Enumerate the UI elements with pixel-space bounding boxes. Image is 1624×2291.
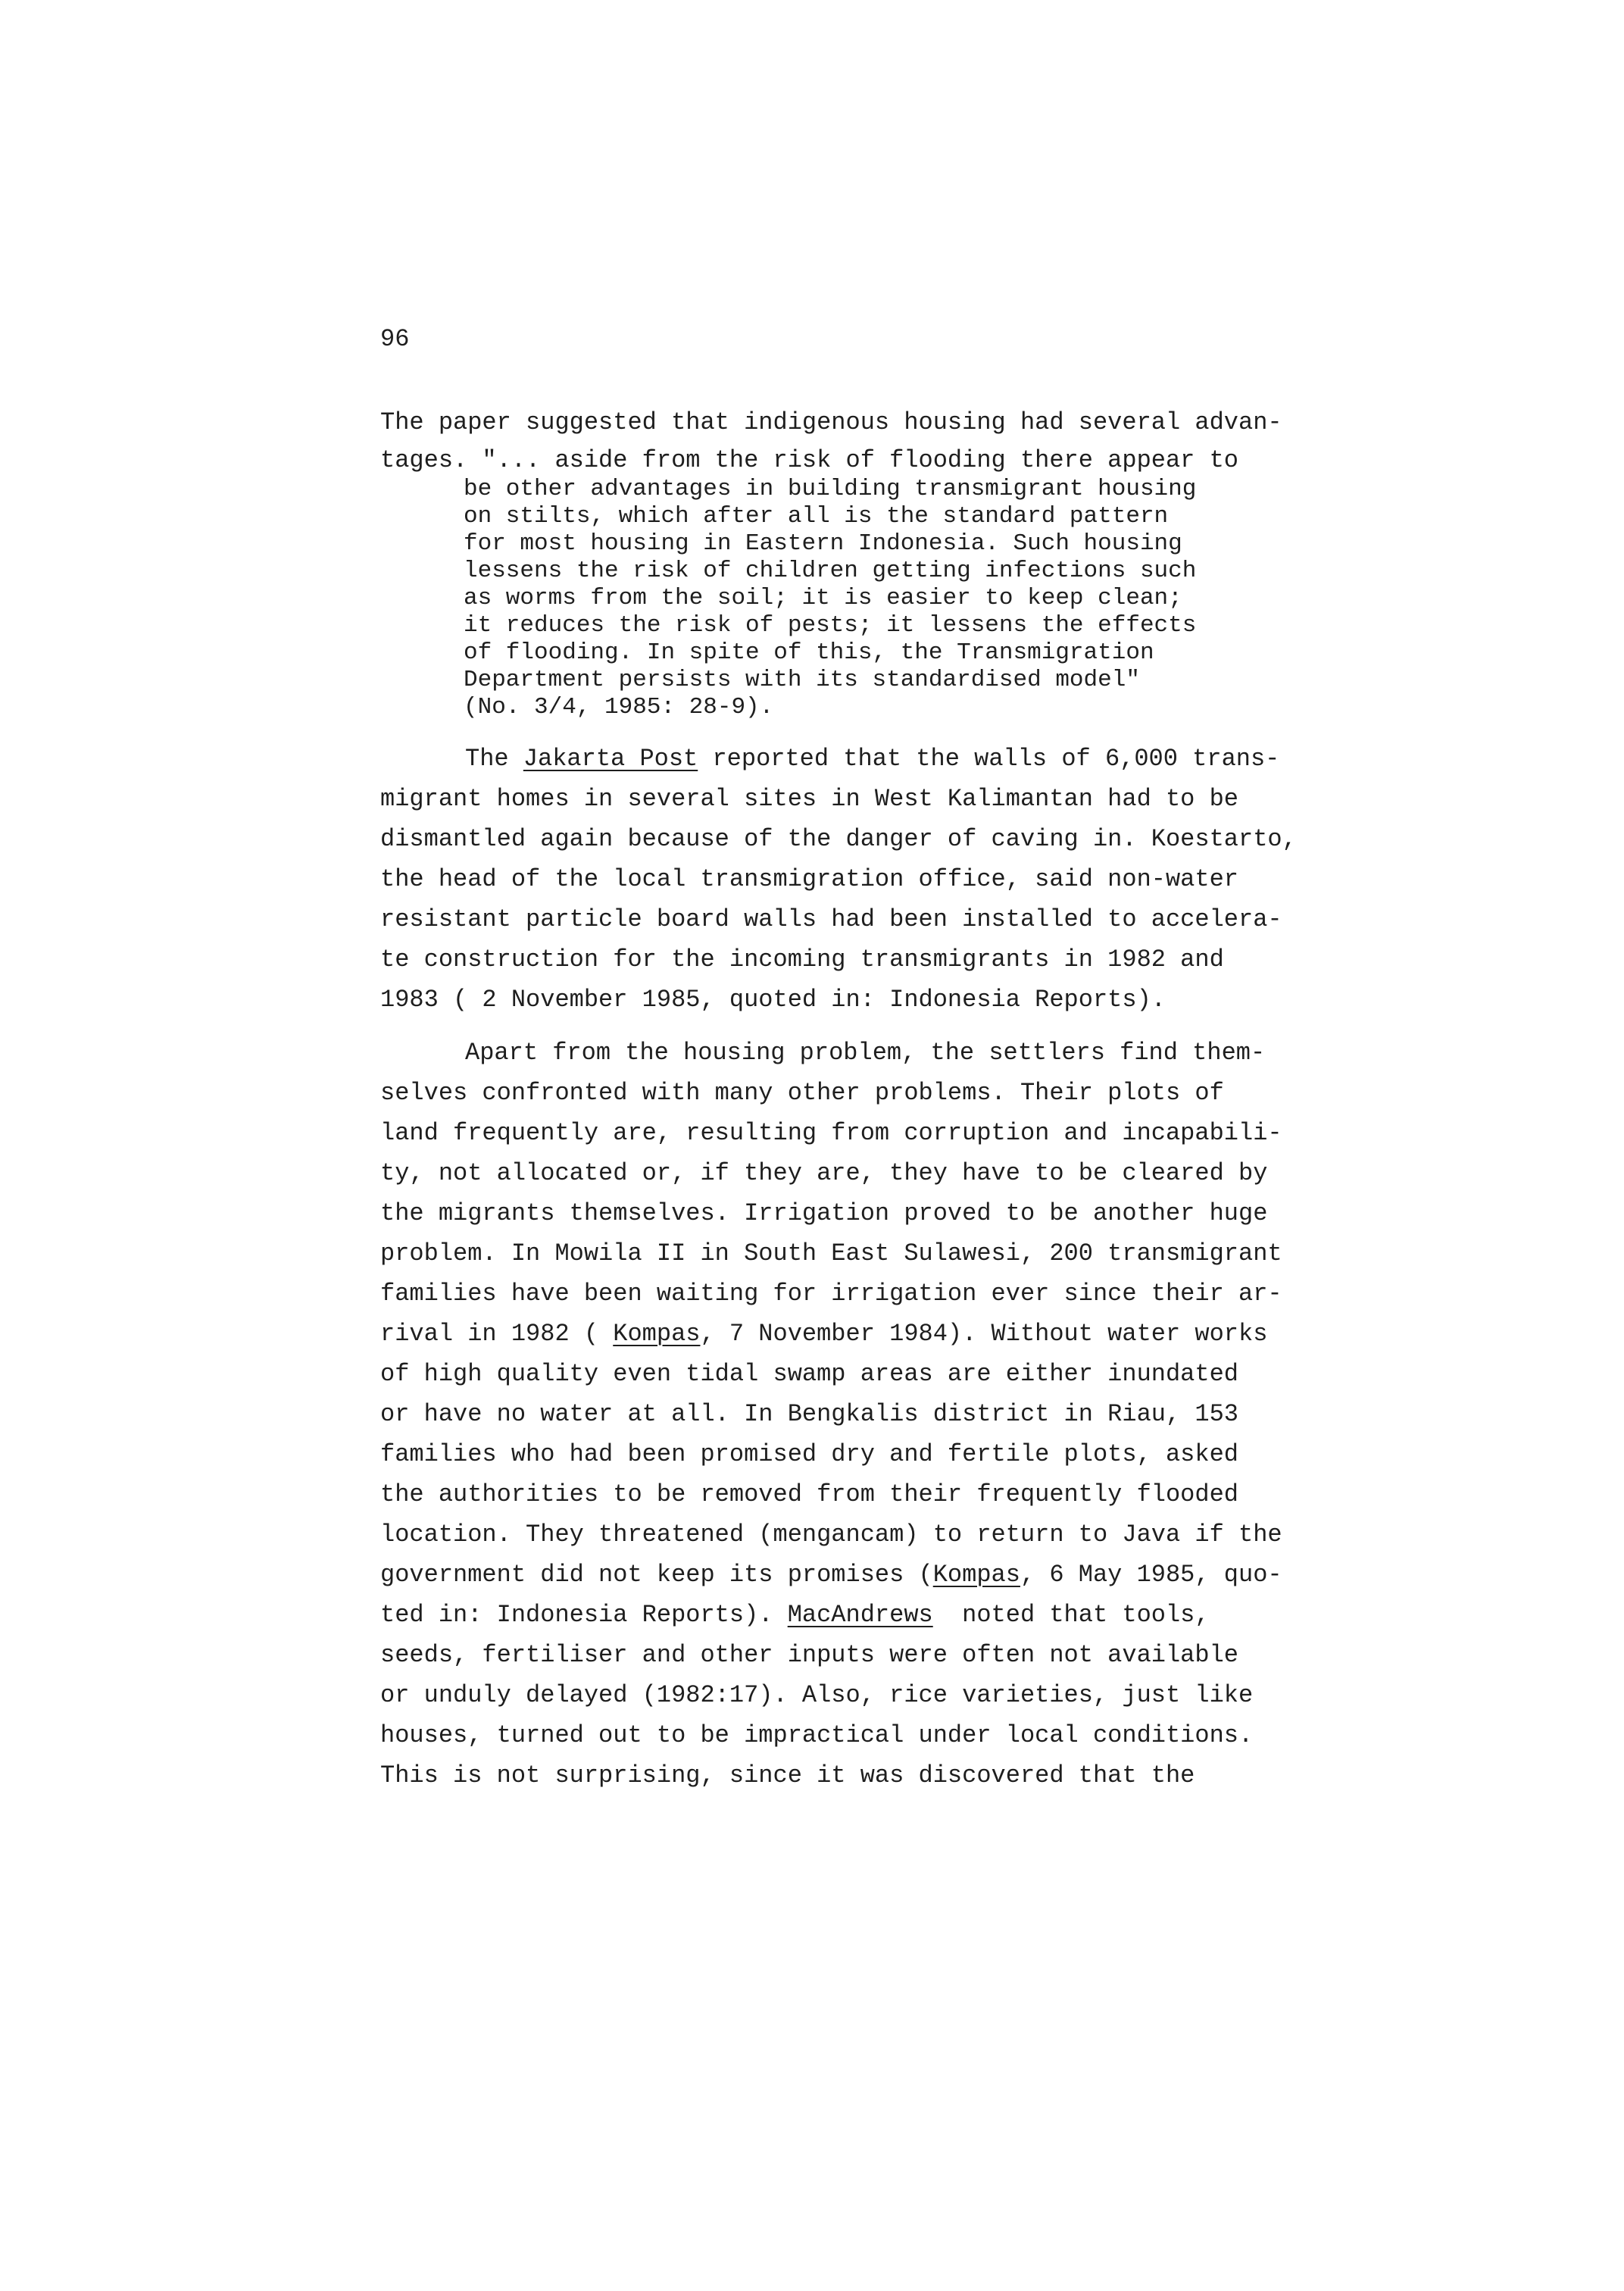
page-number: 96: [380, 325, 410, 353]
kompas-citation: Kompas: [932, 1561, 1020, 1589]
paragraph-line: families who had been promised dry and fertile plots, asked: [380, 1440, 1238, 1468]
paragraph-line: seeds, fertiliser and other inputs were often not available: [380, 1641, 1238, 1669]
paragraph-line: selves confronted with many other problems. Their plots of: [380, 1079, 1224, 1107]
paragraph-line: houses, turned out to be impractical under local conditions.: [380, 1721, 1254, 1749]
paragraph-line: or unduly delayed (1982:17). Also, rice varieties, just like: [380, 1681, 1254, 1709]
paragraph-line: [380, 1319, 1267, 1349]
block-quote-line: on stilts, which after all is the standard pattern: [464, 503, 1169, 530]
paragraph-line: Apart from the housing problem, the settlers find them-: [465, 1039, 1266, 1067]
block-quote-line: it reduces the risk of pests; it lessens the effects: [464, 612, 1197, 639]
paragraph-line: the head of the local transmigration office, said non-water: [380, 865, 1238, 893]
block-quote-line: as worms from the soil; it is easier to keep clean;: [464, 585, 1182, 611]
paragraph-line: ty, not allocated or, if they are, they have to be cleared by: [380, 1159, 1268, 1187]
block-quote-line: (No. 3/4, 1985: 28-9).: [464, 694, 774, 720]
paragraph-line: This is not surprising, since it was discovered that the: [380, 1761, 1195, 1789]
text-run: The: [465, 745, 523, 773]
kompas-citation: Kompas: [613, 1320, 701, 1348]
paragraph-line: land frequently are, resulting from corruption and incapabili-: [380, 1119, 1282, 1147]
jakarta-post-citation: Jakarta Post: [523, 745, 698, 773]
text-run: ted in: Indonesia Reports).: [380, 1601, 788, 1629]
text-run: noted that tools,: [932, 1601, 1210, 1629]
block-quote-line: Department persists with its standardised model": [464, 667, 1140, 693]
paragraph-line: the migrants themselves. Irrigation proved to be another huge: [380, 1199, 1268, 1227]
text-run: reported that the walls of 6,000 trans-: [698, 745, 1280, 773]
text-run: , 6 May 1985, quo-: [1020, 1561, 1282, 1589]
block-quote-line: lessens the risk of children getting infections such: [464, 558, 1197, 584]
text-run: rival in 1982 (: [380, 1320, 614, 1348]
paragraph-line: or have no water at all. In Bengkalis district in Riau, 153: [380, 1400, 1238, 1428]
text-run: government did not keep its promises (: [380, 1561, 933, 1589]
paragraph-line: location. They threatened (mengancam) to return to Java if the: [380, 1521, 1282, 1549]
paragraph-line: 1983 ( 2 November 1985, quoted in: Indonesia Reports).: [380, 986, 1166, 1014]
paragraph-line: of high quality even tidal swamp areas are either inundated: [380, 1360, 1238, 1388]
paragraph-line: dismantled again because of the danger of caving in. Koestarto,: [380, 825, 1297, 853]
paragraph-line: [465, 744, 1279, 774]
paragraph-line: migrant homes in several sites in West Kalimantan had to be: [380, 785, 1238, 813]
paragraph-line: te construction for the incoming transmigrants in 1982 and: [380, 945, 1224, 974]
macandrews-citation: MacAndrews: [787, 1601, 933, 1629]
intro-line-2: tages. "... aside from the risk of flooding there appear to: [380, 446, 1238, 474]
paragraph-line: the authorities to be removed from their frequently flooded: [380, 1480, 1238, 1508]
paragraph-line: resistant particle board walls had been installed to accelera-: [380, 905, 1282, 933]
intro-line-1: The paper suggested that indigenous housing had several advan-: [380, 408, 1282, 436]
block-quote-line: of flooding. In spite of this, the Transmigration: [464, 639, 1154, 666]
block-quote-line: for most housing in Eastern Indonesia. Such housing: [464, 530, 1182, 557]
block-quote-line: be other advantages in building transmigrant housing: [464, 476, 1197, 502]
paragraph-line: [380, 1560, 1282, 1590]
paragraph-line: [380, 1600, 1210, 1630]
text-run: , 7 November 1984). Without water works: [700, 1320, 1268, 1348]
paragraph-line: problem. In Mowila II in South East Sulawesi, 200 transmigrant: [380, 1239, 1282, 1267]
paragraph-line: families have been waiting for irrigation ever since their ar-: [380, 1280, 1282, 1308]
